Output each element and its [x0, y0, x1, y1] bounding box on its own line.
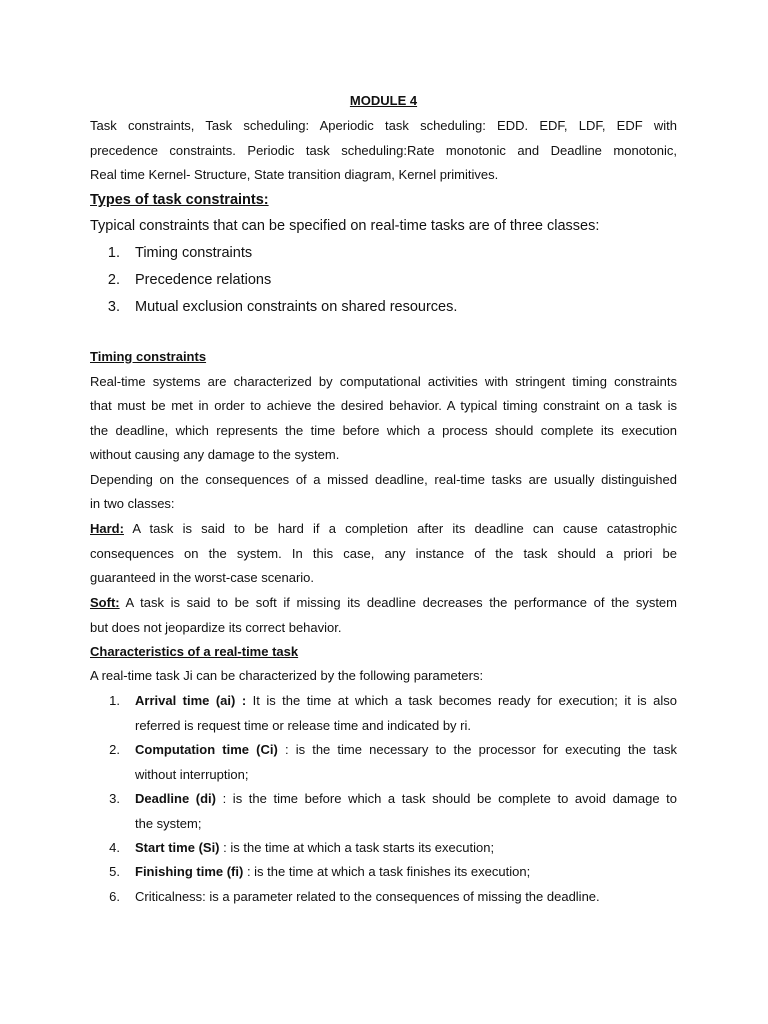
list-number: 5. [109, 864, 120, 879]
soft-line [90, 595, 677, 611]
term: Deadline (di) [135, 791, 216, 806]
list-text: Mutual exclusion constraints on shared resources. [135, 299, 458, 315]
term: Arrival time (ai) : [135, 693, 247, 708]
types-lead: Typical constraints that can be specified on real-time tasks are of three classes: [90, 218, 600, 234]
hard-line: consequences on the system. In this case, any instance of the task should a priori be [90, 546, 677, 561]
hard-line: guaranteed in the worst-case scenario. [90, 570, 315, 585]
characteristics-lead: A real-time task Ji can be characterized by the following parameters: [90, 668, 484, 683]
list-text [135, 693, 677, 709]
list-number: 6. [109, 889, 120, 904]
timing-para-line: without causing any damage to the system. [90, 447, 340, 462]
timing-para-line: Depending on the consequences of a missed deadline, real-time tasks are usually distinguished [90, 472, 677, 487]
types-heading: Types of task constraints: [90, 192, 269, 208]
soft-text: A task is said to be soft if missing its deadline decreases the performance of the system [119, 595, 677, 610]
list-text: Timing constraints [135, 245, 253, 261]
list-text: Criticalness: is a parameter related to the consequences of missing the deadline. [135, 889, 600, 904]
list-text [135, 742, 677, 758]
definition: It is the time at which a task becomes ready for execution; it is also [246, 693, 677, 708]
term: Computation time (Ci) [135, 742, 278, 757]
list-text: Precedence relations [135, 272, 272, 288]
definition: : is the time necessary to the processor for executing the task [277, 742, 678, 757]
list-number: 2. [107, 272, 120, 288]
intro-line: precedence constraints. Periodic task scheduling:Rate monotonic and Deadline monotonic, [90, 143, 677, 158]
list-number: 3. [107, 299, 120, 315]
list-text [135, 791, 677, 807]
list-text [135, 864, 677, 880]
timing-heading: Timing constraints [90, 349, 207, 364]
term: Finishing time (fi) [135, 864, 244, 879]
list-number: 1. [109, 693, 120, 708]
list-number: 3. [109, 791, 120, 806]
hard-text: A task is said to be hard if a completion after its deadline can cause catastrophic [123, 521, 677, 536]
list-text [135, 840, 677, 856]
timing-para-line: in two classes: [90, 496, 175, 511]
list-number: 2. [109, 742, 120, 757]
list-number: 1. [107, 245, 120, 261]
list-number: 4. [109, 840, 120, 855]
timing-para-line: that must be met in order to achieve the desired behavior. A typical timing constraint on a task is [90, 398, 677, 413]
module-title: MODULE 4 [349, 93, 418, 108]
list-text: without interruption; [135, 767, 249, 782]
definition: : is the time at which a task finishes its execution; [243, 864, 531, 879]
timing-para-line: Real-time systems are characterized by computational activities with stringent timing constraints [90, 374, 677, 389]
definition: : is the time at which a task starts its execution; [219, 840, 495, 855]
list-text: referred is request time or release time and indicated by ri. [135, 718, 471, 733]
soft-line: but does not jeopardize its correct behavior. [90, 620, 342, 635]
term: Start time (Si) [135, 840, 220, 855]
list-text: the system; [135, 816, 202, 831]
soft-label: Soft: [90, 595, 120, 610]
intro-line: Real time Kernel- Structure, State transition diagram, Kernel primitives. [90, 167, 499, 182]
intro-line: Task constraints, Task scheduling: Aperiodic task scheduling: EDD. EDF, LDF, EDF with [90, 118, 677, 133]
hard-label: Hard: [90, 521, 124, 536]
hard-line [90, 521, 677, 537]
timing-para-line: the deadline, which represents the time before which a process should complete its execution [90, 423, 677, 438]
definition: : is the time before which a task should be complete to avoid damage to [216, 791, 677, 806]
characteristics-heading: Characteristics of a real-time task [90, 644, 299, 659]
